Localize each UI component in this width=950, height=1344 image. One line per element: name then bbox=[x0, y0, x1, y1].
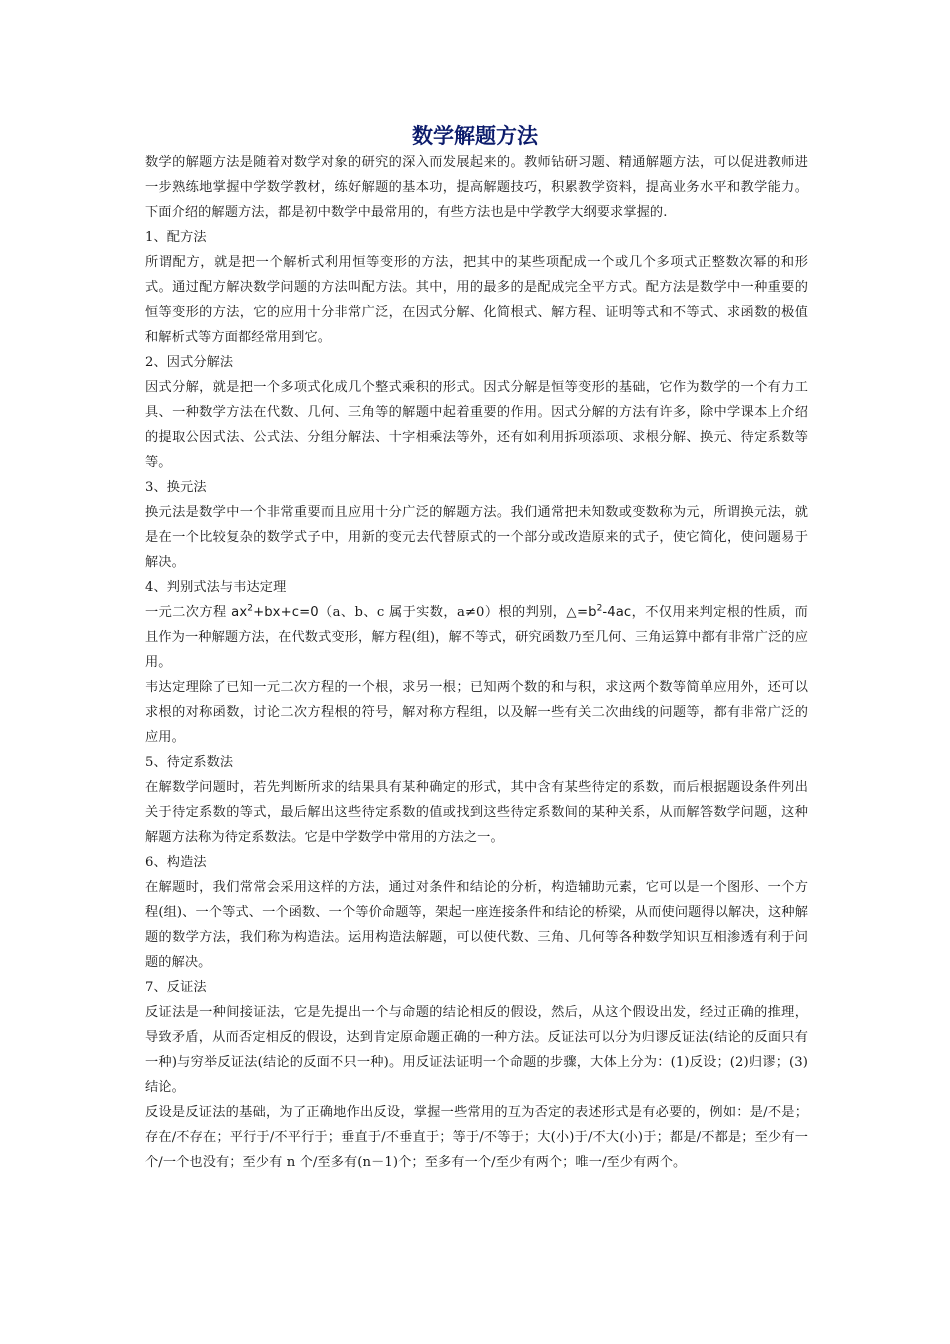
section-heading-6: 6、构造法 bbox=[145, 855, 207, 870]
section-heading-5: 5、待定系数法 bbox=[145, 755, 234, 770]
quadratic-exponent: 2 bbox=[247, 603, 254, 614]
document-body bbox=[145, 150, 808, 1175]
section-7-paragraph-1: 反证法是一种间接证法，它是先提出一个与命题的结论相反的假设，然后，从这个假设出发，经过正确的推理，导致矛盾，从而否定相反的假设，达到肯定原命题正确的一种方法。反证法可以分为归谬反证法(结论的反面只有一种)与穷举反证法(结论的反面不只一种)。用反证法证明一个命题的步骤，大体上分为：(1)反设；(2)归谬；(3)结论。 bbox=[145, 1005, 808, 1095]
formula-intro-text: 一元二次方程 bbox=[145, 605, 232, 620]
section-4-formula-paragraph bbox=[145, 600, 808, 675]
quadratic-equation-b: +bx+c=0 bbox=[253, 605, 319, 620]
document-title: 数学解题方法 bbox=[412, 124, 538, 148]
section-heading-2: 2、因式分解法 bbox=[145, 355, 234, 370]
section-1-paragraph: 所谓配方，就是把一个解析式利用恒等变形的方法，把其中的某些项配成一个或几个多项式正整数次幂的和形式。通过配方解决数学问题的方法叫配方法。其中，用的最多的是配成完全平方式。配方法是数学中一种重要的恒等变形的方法，它的应用十分非常广泛，在因式分解、化简根式、解方程、证明等式和不等式、求函数的极值和解析式等方面都经常用到它。 bbox=[145, 255, 808, 345]
section-heading-4: 4、判别式法与韦达定理 bbox=[145, 580, 287, 595]
section-3-paragraph: 换元法是数学中一个非常重要而且应用十分广泛的解题方法。我们通常把未知数或变数称为元，所谓换元法，就是在一个比较复杂的数学式子中，用新的变元去代替原式的一个部分或改造原来的式子，使它简化，使问题易于解决。 bbox=[145, 505, 808, 570]
section-heading-7: 7、反证法 bbox=[145, 980, 207, 995]
section-heading-3: 3、换元法 bbox=[145, 480, 207, 495]
section-heading-1: 1、配方法 bbox=[145, 230, 207, 245]
discriminant-b: -4ac bbox=[602, 605, 632, 620]
section-2-paragraph: 因式分解，就是把一个多项式化成几个整式乘积的形式。因式分解是恒等变形的基础，它作为数学的一个有力工具、一种数学方法在代数、几何、三角等的解题中起着重要的作用。因式分解的方法有许多，除中学课本上介绍的提取公因式法、公式法、分组分解法、十字相乘法等外，还有如利用拆项添项、求根分解、换元、待定系数等等。 bbox=[145, 380, 808, 470]
discriminant-exponent: 2 bbox=[596, 603, 603, 614]
intro-paragraph: 数学的解题方法是随着对数学对象的研究的深入而发展起来的。教师钻研习题、精通解题方法，可以促进教师进一步熟练地掌握中学数学教材，练好解题的基本功，提高解题技巧，积累教学资料，提高业务水平和教学能力。下面介绍的解题方法，都是初中数学中最常用的，有些方法也是中学教学大纲要求掌握的. bbox=[145, 155, 808, 220]
section-6-paragraph: 在解题时，我们常常会采用这样的方法，通过对条件和结论的分析，构造辅助元素，它可以是一个图形、一个方程(组)、一个等式、一个函数、一个等价命题等，架起一座连接条件和结论的桥梁，从而使问题得以解决，这种解题的数学方法，我们称为构造法。运用构造法解题，可以使代数、三角、几何等各种数学知识互相渗透有利于问题的解决。 bbox=[145, 880, 808, 970]
section-5-paragraph: 在解数学问题时，若先判断所求的结果具有某种确定的形式，其中含有某些待定的系数，而后根据题设条件列出关于待定系数的等式，最后解出这些待定系数的值或找到这些待定系数间的某种关系，从而解答数学问题，这种解题方法称为待定系数法。它是中学数学中常用的方法之一。 bbox=[145, 780, 808, 845]
coefficient-condition: （a、b、c 属于实数，a≠0）根的判别， bbox=[318, 605, 567, 620]
formula-outro-text: ，不仅用来判定根的性质，而且作为一种解题方法，在代数式变形，解方程(组)，解不等式，研究函数乃至几何、三角运算中都有非常广泛的应用。 bbox=[145, 605, 808, 670]
section-4-vieta-paragraph: 韦达定理除了已知一元二次方程的一个根，求另一根；已知两个数的和与积，求这两个数等简单应用外，还可以求根的对称函数，讨论二次方程根的符号，解对称方程组，以及解一些有关二次曲线的问题等，都有非常广泛的应用。 bbox=[145, 680, 808, 745]
section-7-paragraph-2: 反设是反证法的基础，为了正确地作出反设，掌握一些常用的互为否定的表述形式是有必要的，例如：是/不是；存在/不存在；平行于/不平行于；垂直于/不垂直于；等于/不等于；大(小)于/不大(小)于；都是/不都是；至少有一个/一个也没有；至少有 n 个/至多有(n－1)个；至多有一个/至少有两个；唯一/至少有两个。 bbox=[145, 1105, 808, 1170]
quadratic-equation-a: ax bbox=[231, 605, 248, 620]
discriminant-a: △=b bbox=[566, 605, 597, 620]
